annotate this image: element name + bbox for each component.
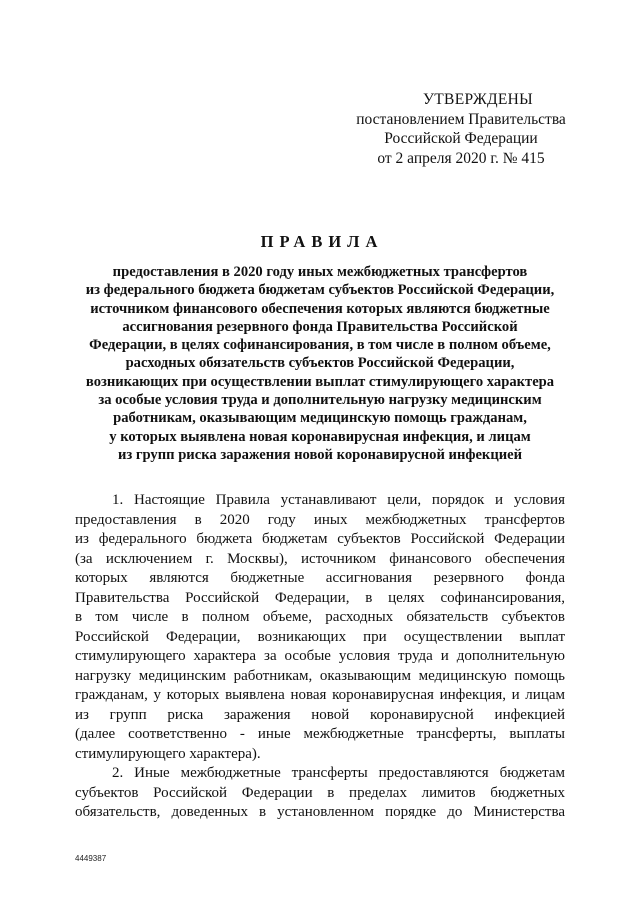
subtitle-line: ассигнования резервного фонда Правительства Российской: [122, 318, 518, 335]
document-number: 4449387: [75, 854, 107, 863]
subtitle-line: возникающих при осуществлении выплат стимулирующего характера: [85, 373, 555, 390]
document-title: ПРАВИЛА: [260, 232, 384, 251]
document-subtitle: [60, 263, 580, 464]
subtitle-line: предоставления в 2020 году иных межбюджетных трансфертов: [112, 264, 528, 280]
body-text-line: Российской Федерации, возникающих при осуществлении выплат: [75, 628, 565, 645]
body-text-line: 2. Иные межбюджетные трансферты предоставляются бюджетам: [112, 765, 565, 781]
subtitle-line: из групп риска заражения новой коронавирусной инфекцией: [117, 446, 523, 463]
body-text-line: в том числе в полном объеме, расходных обязательств субъектов: [75, 609, 565, 625]
body-text-line: которых являются бюджетные ассигнования резервного фонда: [75, 570, 565, 586]
body-text-line: 1. Настоящие Правила устанавливают цели, порядок и условия: [112, 492, 565, 508]
body-text-line: предоставления в 2020 году иных межбюджетных трансфертов: [75, 511, 565, 528]
body-text-line: обязательств, доведенных в установленном порядке до Министерства: [75, 804, 565, 820]
approval-date-number: от 2 апреля 2020 г. № 415: [377, 149, 545, 167]
body-text-line: гражданам, у которых выявлена новая коронавирусная инфекция, и лицам: [75, 687, 565, 703]
subtitle-line: расходных обязательств субъектов Российской Федерации,: [125, 355, 515, 372]
body-text-line: (далее соответственно - иные межбюджетные трансферты, выплаты: [75, 726, 565, 742]
subtitle-line: из федерального бюджета бюджетам субъектов Российской Федерации,: [85, 282, 555, 299]
body-text-line: стимулирующего характера за особые условия труда и дополнительную: [75, 648, 565, 664]
subtitle-line: Федерации, в целях софинансирования, в том числе в полном объеме,: [89, 337, 551, 354]
body-text-line: субъектов Российской Федерации в пределах лимитов бюджетных: [75, 784, 565, 801]
body-text-line: нагрузку медицинским работникам, оказывающим медицинскую помощь: [75, 667, 565, 684]
subtitle-line: за особые условия труда и дополнительную нагрузку медицинским: [98, 392, 542, 409]
body-text-line: стимулирующего характера).: [75, 745, 261, 762]
subtitle-line: у которых выявлена новая коронавирусная инфекция, и лицам: [109, 428, 531, 445]
approval-line: Российской Федерации: [384, 130, 538, 147]
document-body: [75, 491, 565, 823]
body-text-line: Правительства Российской Федерации, в целях софинансирования,: [75, 589, 565, 606]
approval-heading: УТВЕРЖДЕНЫ: [423, 91, 533, 108]
body-text-line: из групп риска заражения новой коронавирусной инфекцией: [75, 706, 565, 723]
approval-line: постановлением Правительства: [356, 110, 566, 128]
subtitle-line: работникам, оказывающим медицинскую помощь гражданам,: [113, 410, 527, 427]
subtitle-line: источником финансового обеспечения которых являются бюджетные: [90, 300, 550, 317]
approval-block: [330, 90, 592, 168]
body-text-line: (за исключением г. Москвы), источником финансового обеспечения: [75, 550, 565, 567]
body-text-line: из федерального бюджета бюджетам субъектов Российской Федерации: [75, 531, 565, 547]
